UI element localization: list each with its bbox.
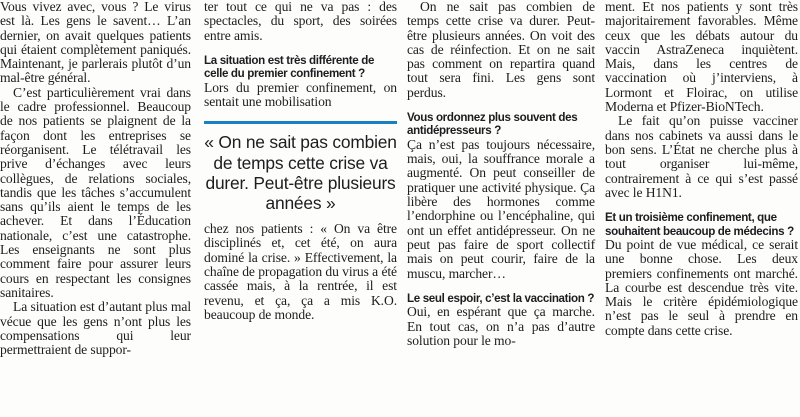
column-3	[407, 0, 595, 348]
paragraph: ter tout ce qui ne va pas : des spectacles, du sport, des soirées entre amis.	[204, 0, 397, 43]
column-2	[204, 0, 397, 322]
pull-quote: « On ne sait pas combien de temps cette crise va durer. Peut-être plusieurs années »	[204, 121, 397, 222]
paragraph: Ça n’est pas toujours nécessaire, mais, oui, la souffrance morale a augmenté. On peut conseiller de pratiquer une activité physique. Ça libère des hormones comme l’endorphine ou l’encéphaline, qui ont un effet antidépresseur. On ne peut pas faire de sport collectif mais on peut courir, faire de la muscu, marcher…	[407, 136, 595, 281]
column-4	[605, 0, 798, 338]
interview-question: Et un troisième confinement, que souhaitent beaucoup de médecins ?	[605, 211, 794, 238]
interview-question: Le seul espoir, c’est la vaccination ?	[407, 291, 595, 305]
paragraph: C’est particulièrement vrai dans le cadre professionnel. Beaucoup de nos patients se plaignent de la façon dont les entreprises se réorganisent. Le télétravail les prive d’échanges avec leurs collègues, de relations sociales, tandis que les tâches s’accumulent sans qu’ils aient le temps de les achever. Et dans l’Éducation nationale, c’est une catastrophe. Les enseignants ne sont plus comment faire pour assurer leurs cours en respectant les consignes sanitaires.	[0, 84, 191, 300]
paragraph: La situation est d’autant plus mal vécue que les gens n’ont plus les compensations qui leur permettraient de suppor-	[0, 299, 191, 358]
paragraph: Du point de vue médical, ce serait une bonne chose. Les deux premiers confinements ont marché. La courbe est descendue très vite. Mais le critère épidémiologique n’est pas le seul à prendre en compte dans cette crise.	[605, 236, 798, 338]
paragraph: chez nos patients : « On va être disciplinés et, cet été, on aura dominé la crise. » Effectivement, la chaîne de propagation du virus a été cassée mais, à la rentrée, il est revenu, et ça, ça a mis K.O. beaucoup de monde.	[204, 221, 397, 322]
paragraph: Le fait qu’on puisse vacciner dans nos cabinets va aussi dans le bon sens. L’État ne cherche plus à tout organiser lui-même, contrairement à ce qui s’est passé avec le H1N1.	[605, 113, 798, 200]
paragraph: On ne sait pas combien de temps cette crise va durer. Peut-être plusieurs années. On voit des cas de réinfection. Et on ne sait pas comment on repartira quand tout sera fini. Les gens sont perdus.	[407, 0, 595, 100]
paragraph: Vous vivez avec, vous ? Le virus est là. Les gens le savent… L’an dernier, on avait quelques patients qui étaient complètement paniqués. Maintenant, je parlerais plutôt d’un mal-être général.	[0, 0, 191, 86]
column-1	[0, 0, 191, 357]
paragraph: Oui, en espérant que ça marche. En tout cas, on n’a pas d’autre solution pour le mo-	[407, 304, 595, 348]
paragraph: ment. Et nos patients y sont très majoritairement favorables. Même ceux que les débats autour du vaccin AstraZeneca inquiètent. Mais, dans les centres de vaccination où j’interviens, à Lormont et Floirac, on utilise Moderna et Pfizer-BioNTech.	[605, 0, 798, 115]
interview-question: La situation est très différente de celle du premier confinement ?	[204, 53, 375, 81]
interview-question: Vous ordonnez plus souvent des antidépresseurs ?	[407, 111, 578, 138]
paragraph: Lors du premier confinement, on sentait une mobilisation	[204, 79, 397, 109]
